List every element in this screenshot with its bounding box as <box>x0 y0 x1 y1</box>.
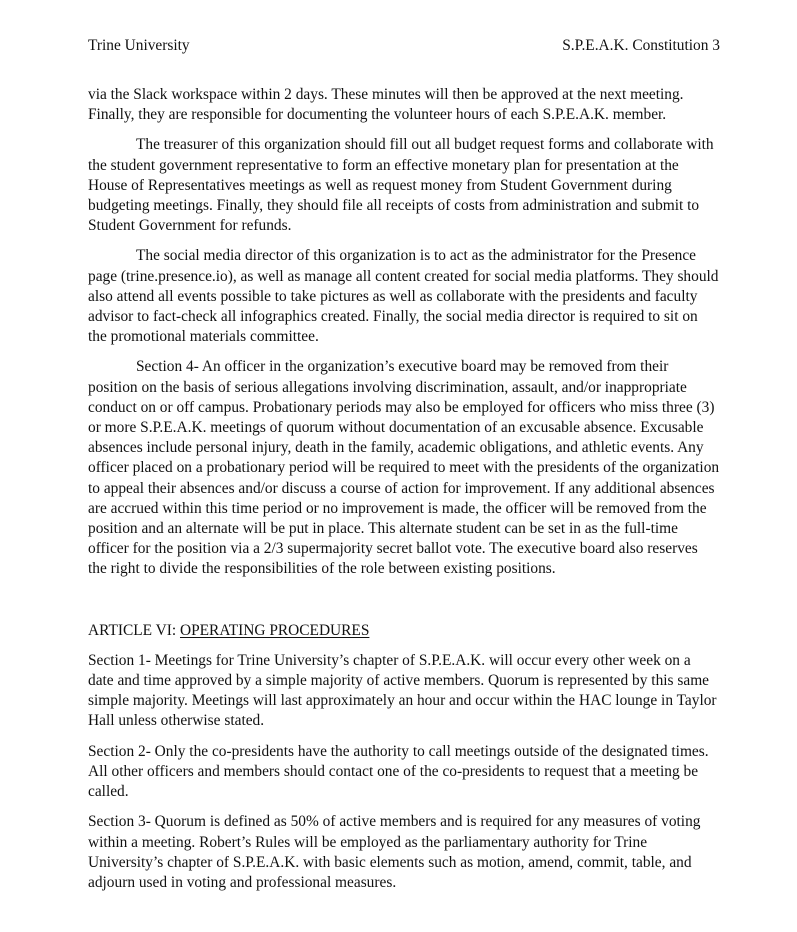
page-header <box>88 36 720 56</box>
article-heading <box>88 621 720 641</box>
header-left: Trine University <box>88 37 190 54</box>
article-section-1: Section 1- Meetings for Trine University’s chapter of S.P.E.A.K. will occur every other week on a date and time approved by a simple majority of active members. Quorum is represented by this same simple majority. Meetings will last approximately an hour and occur within the HAC lounge in Taylor Hall unless otherwise stated. <box>88 651 717 730</box>
article-label: ARTICLE VI: <box>88 621 180 639</box>
header-right-page-number: S.P.E.A.K. Constitution 3 <box>562 37 720 54</box>
document-body <box>88 85 720 893</box>
paragraph-social-media: The social media director of this organization is to act as the administrator for the Presence page (trine.presence.io), as well as manage all content created for social media platforms. They should also attend all events possible to take pictures as well as collaborate with the presidents and faculty advisor to fact-check all infographics created. Finally, the social media director is required to sit on the promotional materials committee. <box>88 247 719 346</box>
article-section-2: Section 2- Only the co-presidents have the authority to call meetings outside of the designated times. All other officers and members should contact one of the co-presidents to request that a meeting be called. <box>88 742 709 801</box>
article-section-3: Section 3- Quorum is defined as 50% of active members and is required for any measures of voting within a meeting. Robert’s Rules will be employed as the parliamentary authority for Trine University’s chapter of S.P.E.A.K. with basic elements such as motion, amend, commit, table, and adjourn used in voting and professional measures. <box>88 813 701 891</box>
article-title: OPERATING PROCEDURES <box>179 621 370 639</box>
paragraph-section-4: Section 4- An officer in the organization’s executive board may be removed from their position on the basis of serious allegations involving discrimination, assault, and/or inappropriate conduct on or off campus. Probationary periods may also be employed for officers who miss three (3) or more S.P.E.A.K. meetings of quorum without documentation of an excusable absence. Excusable absences include personal injury, death in the family, academic obligations, and athletic events. Any officer placed on a probationary period will be required to meet with the presidents of the organization to appeal their absences and/or discuss a course of action for improvement. If any additional absences are accrued within this time period or no improvement is made, the officer will be removed from the position and an alternate will be put in place. This alternate student can be set in as the full-time officer for the position via a 2/3 supermajority secret ballot vote. The executive board also reserves the right to divide the responsibilities of the role between existing positions. <box>88 358 720 578</box>
paragraph-secretary-continued: via the Slack workspace within 2 days. These minutes will then be approved at the next meeting. Finally, they are responsible for documenting the volunteer hours of each S.P.E.A.K. member. <box>88 86 684 124</box>
paragraph-treasurer: The treasurer of this organization should fill out all budget request forms and collaborate with the student government representative to form an effective monetary plan for presentation at the House of Representatives meetings as well as request money from Student Government during budgeting meetings. Finally, they should file all receipts of costs from administration and submit to Student Government for refunds. <box>88 136 714 235</box>
